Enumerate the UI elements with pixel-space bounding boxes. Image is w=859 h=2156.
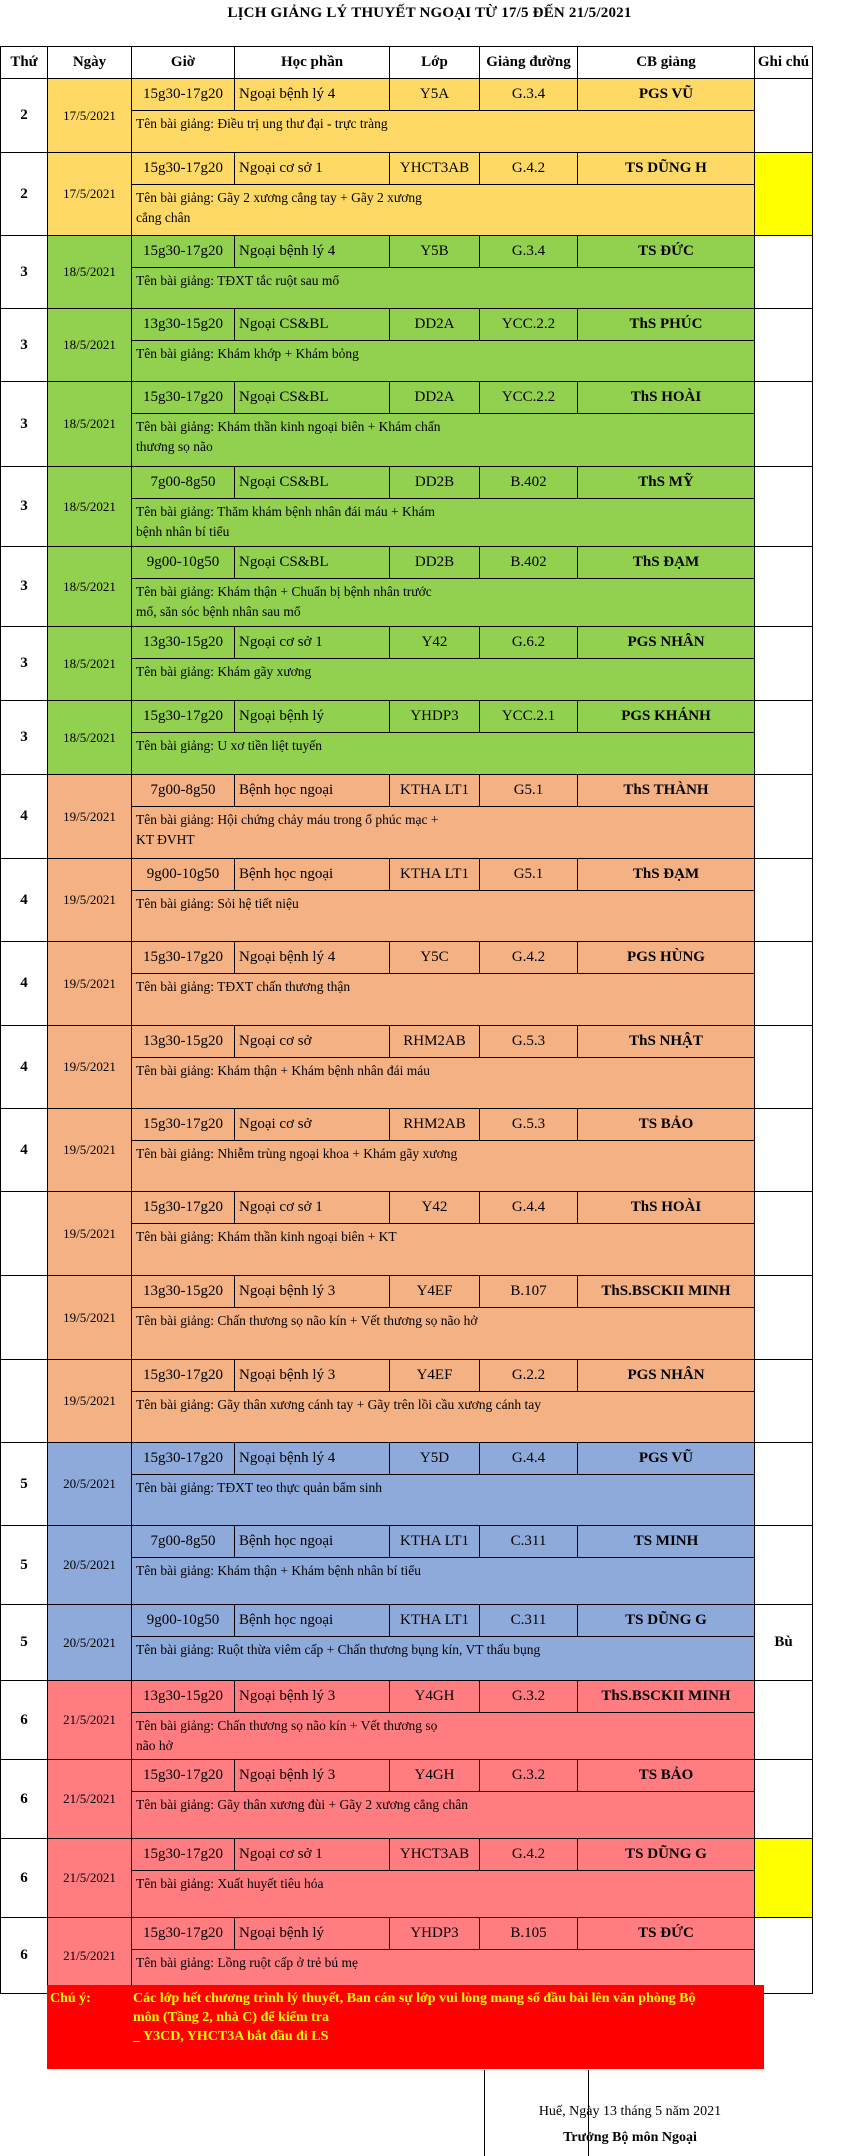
footer-divider [484, 2070, 485, 2156]
cell-giang-duong: C.311 [480, 1605, 578, 1637]
lecture-title-line: Tên bài giảng: Khám gãy xương [136, 664, 312, 679]
table-row [1, 153, 813, 185]
cell-cb-giang: ThS.BSCKII MINH [578, 1681, 755, 1713]
cell-giang-duong: G.3.2 [480, 1760, 578, 1792]
cell-giang-duong: YCC.2.2 [480, 309, 578, 341]
cell-ngay: 19/5/2021 [48, 1192, 132, 1276]
cell-thu: 4 [1, 1109, 48, 1192]
lecture-title-line: Tên bài giảng: Xuất huyết tiêu hóa [136, 1876, 324, 1891]
cell-cb-giang: ThS.BSCKII MINH [578, 1276, 755, 1308]
table-row [1, 1192, 813, 1224]
cell-cb-giang: PGS NHÂN [578, 1360, 755, 1392]
cell-thu: 6 [1, 1760, 48, 1839]
cell-lop: KTHA LT1 [390, 1605, 480, 1637]
cell-cb-giang: TS DŨNG G [578, 1839, 755, 1871]
cell-giang-duong: G.3.4 [480, 79, 578, 111]
cell-gio: 15g30-17g20 [132, 942, 235, 974]
cell-lop: Y5D [390, 1443, 480, 1475]
cell-gio: 7g00-8g50 [132, 1526, 235, 1558]
lecture-title-line: thương sọ não [136, 439, 213, 454]
cell-ngay: 21/5/2021 [48, 1681, 132, 1760]
cell-lop: Y4GH [390, 1681, 480, 1713]
cell-cb-giang: ThS NHẬT [578, 1026, 755, 1058]
cell-ghi-chu [755, 1918, 813, 1994]
cell-thu [1, 1276, 48, 1360]
cell-giang-duong: G.5.3 [480, 1109, 578, 1141]
cell-ngay: 21/5/2021 [48, 1839, 132, 1918]
cell-gio: 15g30-17g20 [132, 79, 235, 111]
schedule-body [1, 79, 813, 1994]
cell-lecture-title [132, 499, 755, 547]
cell-lecture-title [132, 1871, 755, 1918]
cell-thu [1, 1192, 48, 1276]
cell-cb-giang: ThS ĐẠM [578, 547, 755, 579]
lecture-title-line: Tên bài giảng: Hội chứng chảy máu trong ổ phúc mạc + [136, 812, 439, 827]
cell-lop: KTHA LT1 [390, 859, 480, 891]
notice-text [133, 1989, 761, 2046]
notice-line: Các lớp hết chương trình lý thuyết, Ban cán sự lớp vui lòng mang sổ đầu bài lên văn phòng Bộ [133, 1991, 696, 2006]
cell-cb-giang: ThS PHÚC [578, 309, 755, 341]
cell-gio: 9g00-10g50 [132, 859, 235, 891]
footer-date: Huế, Ngày 13 tháng 5 năm 2021 [538, 2104, 722, 2119]
cell-lecture-title [132, 1224, 755, 1276]
cell-hoc-phan: Bệnh học ngoại [235, 1605, 390, 1637]
cell-lecture-title [132, 1392, 755, 1443]
table-header-row [1, 47, 813, 79]
cell-thu: 3 [1, 382, 48, 467]
lecture-title-line: Tên bài giảng: Ruột thừa viêm cấp + Chấn thương bụng kín, VT thấu bụng [136, 1642, 541, 1657]
cell-ghi-chu [755, 1681, 813, 1760]
cell-gio: 15g30-17g20 [132, 1918, 235, 1950]
cell-ghi-chu [755, 1360, 813, 1443]
cell-hoc-phan: Ngoại bệnh lý [235, 701, 390, 733]
cell-gio: 9g00-10g50 [132, 547, 235, 579]
cell-ghi-chu [755, 1026, 813, 1109]
cell-giang-duong: B.402 [480, 467, 578, 499]
cell-hoc-phan: Ngoại cơ sở 1 [235, 1192, 390, 1224]
cell-hoc-phan: Ngoại bệnh lý 3 [235, 1276, 390, 1308]
cell-hoc-phan: Ngoại CS&BL [235, 309, 390, 341]
table-row [1, 627, 813, 659]
table-row [1, 236, 813, 268]
cell-ngay: 18/5/2021 [48, 547, 132, 627]
cell-giang-duong: G5.1 [480, 775, 578, 807]
lecture-title-line: Tên bài giảng: Chấn thương sọ não kín + Vết thương sọ [136, 1718, 438, 1733]
cell-cb-giang: TS DŨNG G [578, 1605, 755, 1637]
cell-lecture-title [132, 1475, 755, 1526]
cell-lop: DD2A [390, 309, 480, 341]
cell-lecture-title [132, 341, 755, 382]
cell-gio: 15g30-17g20 [132, 1360, 235, 1392]
table-row [1, 467, 813, 499]
cell-ghi-chu [755, 942, 813, 1026]
cell-lop: DD2B [390, 467, 480, 499]
cell-lop: YHDP3 [390, 701, 480, 733]
table-row [1, 1918, 813, 1950]
cell-cb-giang: ThS MỸ [578, 467, 755, 499]
col-header-cb-giang: CB giảng [578, 47, 755, 79]
cell-cb-giang: TS BẢO [578, 1760, 755, 1792]
cell-cb-giang: TS ĐỨC [578, 1918, 755, 1950]
cell-hoc-phan: Ngoại CS&BL [235, 547, 390, 579]
cell-thu: 3 [1, 701, 48, 775]
cell-giang-duong: G.4.4 [480, 1192, 578, 1224]
table-row [1, 1026, 813, 1058]
cell-lecture-title [132, 1058, 755, 1109]
cell-ngay: 17/5/2021 [48, 153, 132, 236]
lecture-title-line: Tên bài giảng: TĐXT tắc ruột sau mổ [136, 273, 340, 288]
col-header-gio: Giờ [132, 47, 235, 79]
cell-cb-giang: ThS HOÀI [578, 1192, 755, 1224]
cell-ngay: 19/5/2021 [48, 1026, 132, 1109]
cell-gio: 7g00-8g50 [132, 775, 235, 807]
cell-hoc-phan: Ngoại CS&BL [235, 382, 390, 414]
notice-box [47, 1985, 764, 2069]
col-header-ngay: Ngày [48, 47, 132, 79]
lecture-title-line: Tên bài giảng: Gãy 2 xương cẳng tay + Gãy 2 xương [136, 190, 422, 205]
cell-thu: 3 [1, 309, 48, 382]
table-row [1, 382, 813, 414]
cell-giang-duong: G.5.3 [480, 1026, 578, 1058]
cell-ngay: 18/5/2021 [48, 236, 132, 309]
table-row [1, 701, 813, 733]
cell-thu: 5 [1, 1605, 48, 1681]
cell-lecture-title [132, 807, 755, 859]
cell-lecture-title [132, 111, 755, 153]
cell-gio: 15g30-17g20 [132, 236, 235, 268]
cell-thu: 4 [1, 775, 48, 859]
lecture-title-line: Tên bài giảng: Khám thần kinh ngoại biên + Khám chấn [136, 419, 441, 434]
cell-cb-giang: PGS VŨ [578, 1443, 755, 1475]
cell-ghi-chu [755, 1276, 813, 1360]
cell-lop: YHCT3AB [390, 1839, 480, 1871]
lecture-title-line: Tên bài giảng: TĐXT teo thực quản bẩm sinh [136, 1480, 383, 1495]
cell-thu: 3 [1, 236, 48, 309]
cell-ngay: 21/5/2021 [48, 1918, 132, 1994]
table-row [1, 547, 813, 579]
cell-ghi-chu [755, 627, 813, 701]
lecture-title-line: bệnh nhân bí tiểu [136, 524, 230, 539]
lecture-title-line: Tên bài giảng: Gãy thân xương đùi + Gãy 2 xương cẳng chân [136, 1797, 468, 1812]
lecture-title-line: cẳng chân [136, 210, 191, 225]
cell-lop: KTHA LT1 [390, 1526, 480, 1558]
cell-thu: 5 [1, 1443, 48, 1526]
cell-ngay: 18/5/2021 [48, 701, 132, 775]
cell-gio: 9g00-10g50 [132, 1605, 235, 1637]
cell-cb-giang: TS BẢO [578, 1109, 755, 1141]
cell-ngay: 19/5/2021 [48, 1109, 132, 1192]
cell-gio: 15g30-17g20 [132, 1443, 235, 1475]
cell-thu: 2 [1, 153, 48, 236]
cell-lop: RHM2AB [390, 1026, 480, 1058]
table-row [1, 1360, 813, 1392]
cell-hoc-phan: Ngoại cơ sở 1 [235, 1839, 390, 1871]
cell-ghi-chu [755, 1839, 813, 1918]
col-header-thu: Thứ [1, 47, 48, 79]
cell-lop: YHDP3 [390, 1918, 480, 1950]
cell-lecture-title [132, 1308, 755, 1360]
cell-hoc-phan: Ngoại bệnh lý 4 [235, 236, 390, 268]
cell-ghi-chu [755, 1760, 813, 1839]
cell-lecture-title [132, 733, 755, 775]
cell-hoc-phan: Ngoại cơ sở [235, 1109, 390, 1141]
cell-cb-giang: TS ĐỨC [578, 236, 755, 268]
cell-ngay: 18/5/2021 [48, 382, 132, 467]
cell-giang-duong: B.105 [480, 1918, 578, 1950]
cell-lecture-title [132, 974, 755, 1026]
cell-lecture-title [132, 659, 755, 701]
cell-ghi-chu [755, 382, 813, 467]
cell-gio: 15g30-17g20 [132, 382, 235, 414]
cell-thu: 4 [1, 942, 48, 1026]
cell-ghi-chu: Bù [755, 1605, 813, 1681]
cell-lop: Y5B [390, 236, 480, 268]
lecture-title-line: Tên bài giảng: Chấn thương sọ não kín + Vết thương sọ não hở [136, 1313, 478, 1328]
cell-ghi-chu [755, 775, 813, 859]
cell-lop: YHCT3AB [390, 153, 480, 185]
cell-ghi-chu [755, 1443, 813, 1526]
table-row [1, 1760, 813, 1792]
lecture-title-line: Tên bài giảng: Khám thần kinh ngoại biên + KT [136, 1229, 397, 1244]
cell-ngay: 19/5/2021 [48, 942, 132, 1026]
cell-ghi-chu [755, 1192, 813, 1276]
cell-cb-giang: ThS THÀNH [578, 775, 755, 807]
cell-giang-duong: G.4.2 [480, 942, 578, 974]
cell-gio: 15g30-17g20 [132, 1192, 235, 1224]
cell-ghi-chu [755, 153, 813, 236]
cell-cb-giang: PGS KHÁNH [578, 701, 755, 733]
table-row [1, 859, 813, 891]
cell-thu: 2 [1, 79, 48, 153]
lecture-title-line: não hở [136, 1738, 173, 1753]
cell-ngay: 17/5/2021 [48, 79, 132, 153]
cell-ghi-chu [755, 547, 813, 627]
notice-label: Chú ý: [50, 1991, 91, 2006]
cell-giang-duong: B.402 [480, 547, 578, 579]
cell-thu: 6 [1, 1681, 48, 1760]
cell-ghi-chu [755, 79, 813, 153]
cell-thu: 3 [1, 627, 48, 701]
page-title: LỊCH GIẢNG LÝ THUYẾT NGOẠI TỪ 17/5 ĐẾN 21/5/2021 [227, 5, 632, 21]
col-header-ghi-chu: Ghi chú [755, 47, 813, 79]
cell-lecture-title [132, 1558, 755, 1605]
cell-gio: 15g30-17g20 [132, 1109, 235, 1141]
cell-hoc-phan: Ngoại CS&BL [235, 467, 390, 499]
cell-gio: 13g30-15g20 [132, 627, 235, 659]
cell-ngay: 18/5/2021 [48, 309, 132, 382]
lecture-title-line: Tên bài giảng: Thăm khám bệnh nhân đái máu + Khám [136, 504, 436, 519]
cell-thu: 6 [1, 1918, 48, 1994]
cell-hoc-phan: Bệnh học ngoại [235, 775, 390, 807]
cell-gio: 15g30-17g20 [132, 1760, 235, 1792]
cell-ngay: 19/5/2021 [48, 775, 132, 859]
cell-hoc-phan: Ngoại bệnh lý 4 [235, 1443, 390, 1475]
cell-lecture-title [132, 1713, 755, 1760]
cell-lecture-title [132, 268, 755, 309]
cell-lecture-title [132, 891, 755, 942]
cell-giang-duong: G.6.2 [480, 627, 578, 659]
lecture-title-line: Tên bài giảng: TĐXT chấn thương thận [136, 979, 351, 994]
cell-giang-duong: YCC.2.1 [480, 701, 578, 733]
cell-gio: 13g30-15g20 [132, 1276, 235, 1308]
cell-ngay: 18/5/2021 [48, 627, 132, 701]
lecture-title-line: Tên bài giảng: Khám khớp + Khám bỏng [136, 346, 359, 361]
cell-hoc-phan: Ngoại bệnh lý 3 [235, 1681, 390, 1713]
cell-giang-duong: G.4.2 [480, 153, 578, 185]
table-row [1, 79, 813, 111]
lecture-title-line: Tên bài giảng: Khám thận + Chuẩn bị bệnh nhân trước [136, 584, 432, 599]
cell-ngay: 18/5/2021 [48, 467, 132, 547]
lecture-title-line: Tên bài giảng: Khám thận + Khám bệnh nhân đái máu [136, 1063, 431, 1078]
cell-lecture-title [132, 414, 755, 467]
cell-ghi-chu [755, 859, 813, 942]
cell-giang-duong: C.311 [480, 1526, 578, 1558]
cell-lecture-title [132, 1792, 755, 1839]
cell-hoc-phan: Bệnh học ngoại [235, 859, 390, 891]
cell-hoc-phan: Ngoại bệnh lý 4 [235, 79, 390, 111]
lecture-title-line: Tên bài giảng: Sỏi hệ tiết niệu [136, 896, 299, 911]
cell-lop: RHM2AB [390, 1109, 480, 1141]
table-row [1, 1109, 813, 1141]
cell-ghi-chu [755, 701, 813, 775]
cell-gio: 7g00-8g50 [132, 467, 235, 499]
cell-ngay: 20/5/2021 [48, 1605, 132, 1681]
cell-ngay: 19/5/2021 [48, 1276, 132, 1360]
cell-lecture-title [132, 1637, 755, 1681]
cell-thu: 5 [1, 1526, 48, 1605]
cell-hoc-phan: Ngoại bệnh lý 3 [235, 1360, 390, 1392]
table-row [1, 1443, 813, 1475]
cell-lecture-title [132, 1141, 755, 1192]
cell-ghi-chu [755, 1109, 813, 1192]
lecture-title-line: Tên bài giảng: Lồng ruột cấp ở trẻ bú mẹ [136, 1955, 358, 1970]
cell-hoc-phan: Bệnh học ngoại [235, 1526, 390, 1558]
cell-giang-duong: G.3.4 [480, 236, 578, 268]
cell-thu [1, 1360, 48, 1443]
cell-lecture-title [132, 579, 755, 627]
cell-giang-duong: G5.1 [480, 859, 578, 891]
table-row [1, 1276, 813, 1308]
cell-lop: DD2A [390, 382, 480, 414]
cell-ghi-chu [755, 236, 813, 309]
cell-cb-giang: ThS ĐẠM [578, 859, 755, 891]
lecture-title-line: Tên bài giảng: U xơ tiền liệt tuyến [136, 738, 322, 753]
cell-gio: 13g30-15g20 [132, 1026, 235, 1058]
lecture-title-line: Tên bài giảng: Khám thận + Khám bệnh nhân bí tiểu [136, 1563, 422, 1578]
cell-cb-giang: TS MINH [578, 1526, 755, 1558]
cell-thu: 3 [1, 547, 48, 627]
cell-cb-giang: ThS HOÀI [578, 382, 755, 414]
lecture-title-line: KT ĐVHT [136, 832, 195, 847]
cell-gio: 13g30-15g20 [132, 309, 235, 341]
table-row [1, 775, 813, 807]
cell-lop: KTHA LT1 [390, 775, 480, 807]
cell-lop: Y5C [390, 942, 480, 974]
cell-gio: 13g30-15g20 [132, 1681, 235, 1713]
cell-gio: 15g30-17g20 [132, 701, 235, 733]
cell-giang-duong: G.4.4 [480, 1443, 578, 1475]
footer-dept: Trưởng Bộ môn Ngoại [563, 2130, 697, 2145]
col-header-hoc-phan: Học phần [235, 47, 390, 79]
cell-gio: 15g30-17g20 [132, 153, 235, 185]
table-row [1, 1681, 813, 1713]
lecture-title-line: Tên bài giảng: Điều trị ung thư đại - trực tràng [136, 116, 388, 131]
cell-cb-giang: TS DŨNG H [578, 153, 755, 185]
table-row [1, 1839, 813, 1871]
cell-lecture-title [132, 185, 755, 236]
cell-cb-giang: PGS NHÂN [578, 627, 755, 659]
cell-hoc-phan: Ngoại bệnh lý 4 [235, 942, 390, 974]
cell-ghi-chu [755, 309, 813, 382]
table-row [1, 309, 813, 341]
cell-hoc-phan: Ngoại cơ sở 1 [235, 627, 390, 659]
table-row [1, 1605, 813, 1637]
cell-thu: 4 [1, 1026, 48, 1109]
lecture-title-line: Tên bài giảng: Gãy thân xương cánh tay + Gãy trên lồi cầu xương cánh tay [136, 1397, 542, 1412]
lecture-title-line: Tên bài giảng: Nhiễm trùng ngoại khoa + Khám gãy xương [136, 1146, 458, 1161]
cell-thu: 4 [1, 859, 48, 942]
cell-ngay: 21/5/2021 [48, 1760, 132, 1839]
cell-giang-duong: G.2.2 [480, 1360, 578, 1392]
cell-ngay: 20/5/2021 [48, 1526, 132, 1605]
cell-giang-duong: G.4.2 [480, 1839, 578, 1871]
cell-cb-giang: PGS VŨ [578, 79, 755, 111]
cell-ngay: 20/5/2021 [48, 1443, 132, 1526]
cell-hoc-phan: Ngoại cơ sở [235, 1026, 390, 1058]
cell-lop: Y5A [390, 79, 480, 111]
cell-giang-duong: B.107 [480, 1276, 578, 1308]
table-row [1, 1526, 813, 1558]
col-header-giang-duong: Giảng đường [480, 47, 578, 79]
cell-ngay: 19/5/2021 [48, 859, 132, 942]
cell-ghi-chu [755, 467, 813, 547]
cell-hoc-phan: Ngoại cơ sở 1 [235, 153, 390, 185]
cell-gio: 15g30-17g20 [132, 1839, 235, 1871]
table-row [1, 942, 813, 974]
cell-giang-duong: YCC.2.2 [480, 382, 578, 414]
notice-line: môn (Tầng 2, nhà C) để kiểm tra [133, 2010, 330, 2025]
schedule-table [0, 46, 813, 1994]
cell-cb-giang: PGS HÙNG [578, 942, 755, 974]
cell-lop: DD2B [390, 547, 480, 579]
cell-giang-duong: G.3.2 [480, 1681, 578, 1713]
cell-thu: 3 [1, 467, 48, 547]
lecture-title-line: mổ, săn sóc bệnh nhân sau mổ [136, 604, 301, 619]
cell-ngay: 19/5/2021 [48, 1360, 132, 1443]
cell-thu: 6 [1, 1839, 48, 1918]
cell-ghi-chu [755, 1526, 813, 1605]
cell-lop: Y42 [390, 1192, 480, 1224]
col-header-lop: Lớp [390, 47, 480, 79]
cell-lop: Y4GH [390, 1760, 480, 1792]
cell-lop: Y42 [390, 627, 480, 659]
cell-hoc-phan: Ngoại bệnh lý [235, 1918, 390, 1950]
cell-lop: Y4EF [390, 1276, 480, 1308]
notice-line: _ Y3CD, YHCT3A bắt đầu đi LS [133, 2029, 329, 2044]
cell-hoc-phan: Ngoại bệnh lý 3 [235, 1760, 390, 1792]
cell-lop: Y4EF [390, 1360, 480, 1392]
